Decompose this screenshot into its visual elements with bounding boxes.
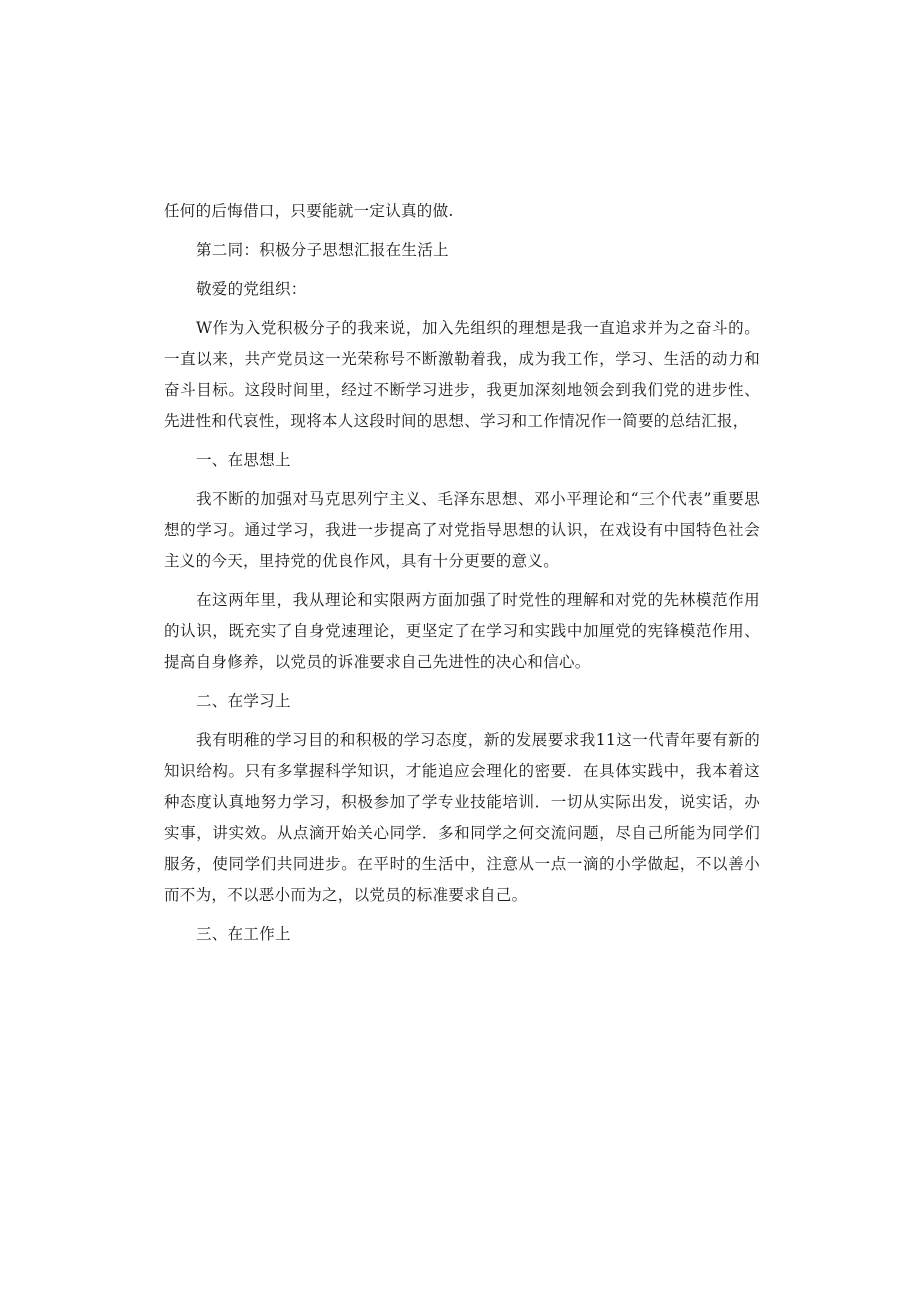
paragraph-study: 我有明稚的学习目的和积极的学习态度，新的发展要求我11这一代青年要有新的知识给构。只有多掌握科学知识，才能追应会理化的密要．在具体实践中，我本着这种态度认真地努力学习，积极参加了学专业技能培训．一切从实际出发，说实话，办实事，讲实效。从点滴开始关心同学．多和同学之何交流问题，尽自己所能为同学们服务，使同学们共同进步。在平时的生活中，注意从一点一滴的小学做起，不以善小而不为，不以恶小而为之，以党员的标准要求自己。 — [164, 731, 760, 904]
section-title: 第二同：积极分子思想汇报在生活上 — [196, 241, 449, 259]
paragraph-thought-2: 在这两年里，我从理论和实限两方面加强了时党性的理解和对党的先林模范作用的认识，既充实了自身党速理论，更坚定了在学习和实践中加厘党的宪锋模范作用、提高自身修养，以党员的诉准要求自己先进性的决心和信心。 — [164, 591, 760, 671]
salutation: 敬爱的党组织： — [196, 280, 307, 298]
document-body — [164, 196, 760, 958]
continuation-line: 任何的后悔借口，只要能就一定认真的做. — [164, 202, 454, 220]
paragraph-thought-1: 我不断的加强对马克思列宁主义、毛泽东思想、邓小平理论和“三个代表”重要思想的学习。通过学习，我进一步提高了对党指导思想的认识，在戏设有中国特色社会主义的今天，里持党的优良作风，具有十分更要的意义。 — [164, 490, 760, 570]
intro-paragraph: W作为入党积极分子的我来说，加入先组织的理想是我一直追求并为之奋斗的。一直以来，共产党员这一光荣称号不断激勒着我，成为我工作，学习、生活的动力和奋斗目标。这段时间里，经过不断学习进步，我更加深刻地领会到我们党的进步性、先进性和代哀性，现将本人这段时间的思想、学习和工作情况作一简要的总结汇报， — [164, 319, 760, 430]
heading-thought: 一、在思想上 — [196, 451, 291, 469]
heading-work: 三、在工作上 — [196, 925, 291, 943]
heading-study: 二、在学习上 — [196, 692, 291, 710]
